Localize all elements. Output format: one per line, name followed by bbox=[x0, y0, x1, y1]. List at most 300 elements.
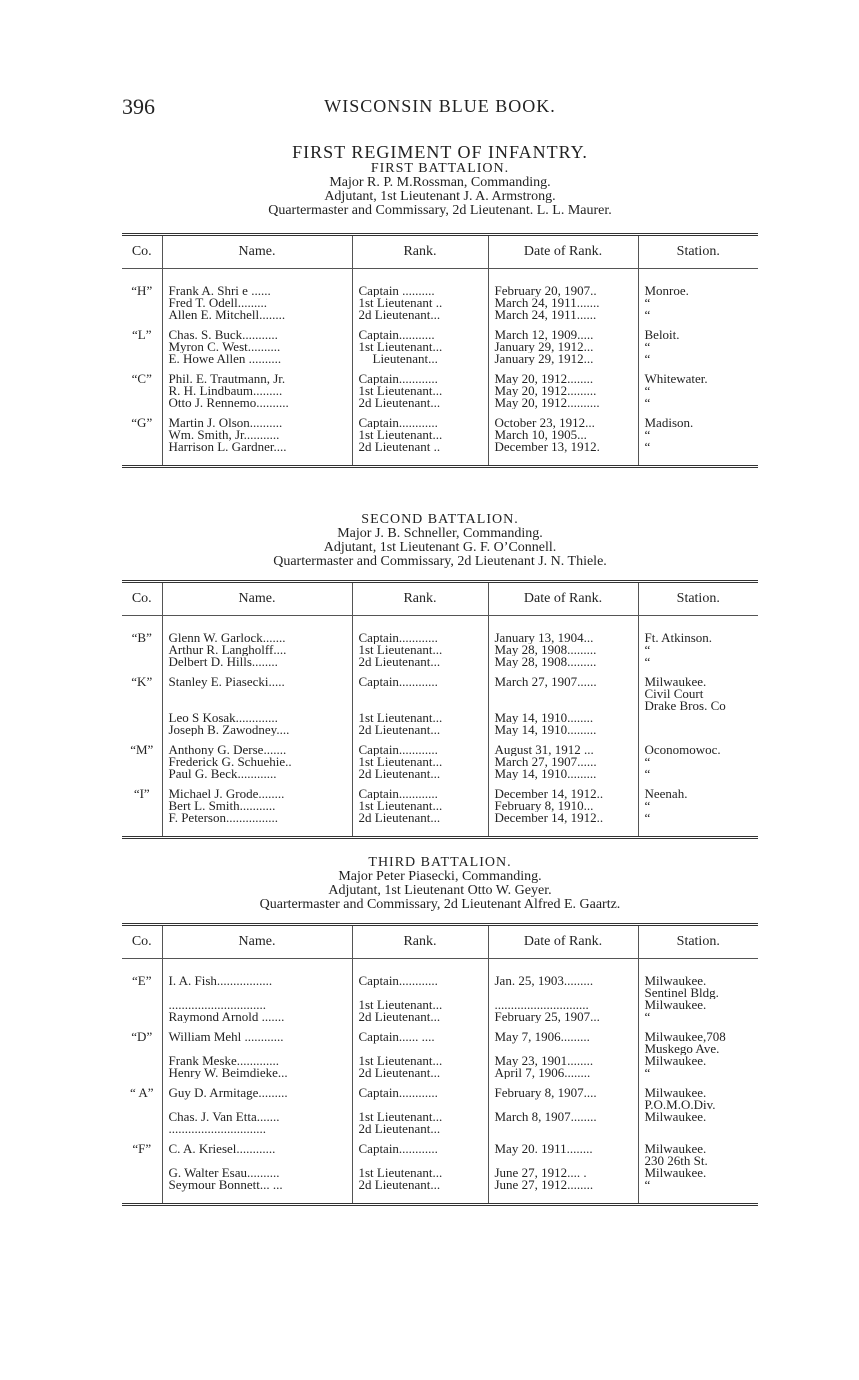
date-of-rank: ............................. bbox=[488, 999, 638, 1011]
column-header: Date of Rank. bbox=[488, 925, 638, 959]
station-name: “ bbox=[644, 297, 651, 309]
station-name: “ bbox=[644, 1067, 651, 1079]
date-of-rank: January 29, 1912... bbox=[488, 341, 638, 353]
date-of-rank bbox=[488, 1123, 638, 1135]
officer-rank: 2d Lieutenant... bbox=[352, 397, 488, 409]
table-row bbox=[122, 1111, 758, 1123]
company-letter: “H” bbox=[131, 283, 153, 297]
officer-name: Frederick G. Schuehie.. bbox=[162, 756, 352, 768]
station bbox=[638, 353, 758, 365]
station-detail: Drake Bros. Co bbox=[644, 698, 726, 712]
company-letter bbox=[122, 800, 162, 812]
officer-rank: 1st Lieutenant .. bbox=[352, 297, 488, 309]
officer-rank: Captain............ bbox=[352, 736, 488, 756]
column-header: Rank. bbox=[352, 235, 488, 269]
column-header: Name. bbox=[162, 582, 352, 616]
officer-rank: 1st Lieutenant... bbox=[352, 644, 488, 656]
table-footer-rule bbox=[122, 838, 758, 840]
table-row bbox=[122, 724, 758, 736]
table-row bbox=[122, 656, 758, 668]
officer-rank: Captain............ bbox=[352, 959, 488, 1000]
table-row bbox=[122, 1011, 758, 1023]
company-letter bbox=[122, 724, 162, 736]
date-of-rank: March 12, 1909..... bbox=[488, 321, 638, 341]
officer-name: .............................. bbox=[162, 1123, 352, 1135]
officer-name: E. Howe Allen .......... bbox=[162, 353, 352, 365]
column-header: Co. bbox=[122, 582, 162, 616]
column-header: Station. bbox=[638, 235, 758, 269]
station-name: Milwaukee. bbox=[644, 1167, 707, 1179]
table-row bbox=[122, 1067, 758, 1079]
company-letter bbox=[122, 1111, 162, 1123]
officer-rank: Captain............ bbox=[352, 616, 488, 645]
station-name: “ bbox=[644, 341, 651, 353]
officer-rank: 2d Lieutenant... bbox=[352, 1179, 488, 1205]
station bbox=[638, 409, 758, 429]
station bbox=[638, 429, 758, 441]
officer-name: Anthony G. Derse....... bbox=[162, 736, 352, 756]
station-name: “ bbox=[644, 429, 651, 441]
station bbox=[638, 644, 758, 656]
station-name: “ bbox=[644, 768, 651, 780]
page-number: 396 bbox=[122, 94, 155, 119]
officer-rank: Captain .......... bbox=[352, 269, 488, 298]
table-row bbox=[122, 365, 758, 385]
officer-rank: 2d Lieutenant .. bbox=[352, 441, 488, 467]
date-of-rank: March 8, 1907........ bbox=[488, 1111, 638, 1123]
battalion-roster-table-2 bbox=[122, 580, 758, 839]
company-letter: “B” bbox=[131, 630, 152, 644]
station-name: Oconomowoc. bbox=[644, 742, 721, 756]
officer-name: I. A. Fish................. bbox=[162, 959, 352, 1000]
officer-rank: 1st Lieutenant... bbox=[352, 1111, 488, 1123]
station-name: Milwaukee. bbox=[644, 1111, 707, 1123]
company-letter: “G” bbox=[131, 415, 153, 429]
footer-rule bbox=[122, 838, 758, 840]
battalion-title: THIRD BATTALION. bbox=[368, 855, 512, 870]
station bbox=[638, 812, 758, 838]
date-of-rank: May 20. 1911........ bbox=[488, 1135, 638, 1167]
officer-name: Paul G. Beck............ bbox=[162, 768, 352, 780]
company-letter: “K” bbox=[131, 674, 153, 689]
station bbox=[638, 800, 758, 812]
table-row bbox=[122, 712, 758, 724]
station-name: Madison. bbox=[644, 415, 694, 429]
table-row bbox=[122, 1179, 758, 1205]
battalion-heading-3 bbox=[122, 856, 758, 912]
table-row bbox=[122, 959, 758, 1000]
officer-name: Delbert D. Hills........ bbox=[162, 656, 352, 668]
date-of-rank: June 27, 1912.... . bbox=[488, 1167, 638, 1179]
date-of-rank: May 23, 1901........ bbox=[488, 1055, 638, 1067]
date-of-rank: Jan. 25, 1903......... bbox=[488, 959, 638, 1000]
company-letter: “I” bbox=[133, 786, 150, 800]
officer-name: Phil. E. Trautmann, Jr. bbox=[162, 365, 352, 385]
company-letter bbox=[122, 712, 162, 724]
company-letter: “M” bbox=[130, 742, 154, 756]
station bbox=[638, 724, 758, 736]
officer-rank: 2d Lieutenant... bbox=[352, 768, 488, 780]
station-name: “ bbox=[644, 309, 651, 321]
officer-rank: 2d Lieutenant... bbox=[352, 1011, 488, 1023]
station bbox=[638, 780, 758, 800]
officer-rank: Captain............ bbox=[352, 1135, 488, 1167]
footer-rule bbox=[122, 467, 758, 469]
officer-rank: 1st Lieutenant... bbox=[352, 756, 488, 768]
date-of-rank: March 24, 1911...... bbox=[488, 309, 638, 321]
column-header: Co. bbox=[122, 235, 162, 269]
company-letter: “E” bbox=[132, 973, 152, 988]
table-row bbox=[122, 768, 758, 780]
officer-name: Harrison L. Gardner.... bbox=[162, 441, 352, 467]
column-header: Co. bbox=[122, 925, 162, 959]
station bbox=[638, 1135, 758, 1167]
station bbox=[638, 1011, 758, 1023]
date-of-rank: October 23, 1912... bbox=[488, 409, 638, 429]
officer-rank: 1st Lieutenant... bbox=[352, 1055, 488, 1067]
station bbox=[638, 756, 758, 768]
column-header: Station. bbox=[638, 582, 758, 616]
date-of-rank: March 10, 1905... bbox=[488, 429, 638, 441]
column-header: Station. bbox=[638, 925, 758, 959]
officer-name: Michael J. Grode........ bbox=[162, 780, 352, 800]
officer-name: Leo S Kosak............. bbox=[162, 712, 352, 724]
company-letter bbox=[122, 385, 162, 397]
date-of-rank: May 14, 1910........ bbox=[488, 712, 638, 724]
table-row bbox=[122, 409, 758, 429]
company-letter: “C” bbox=[131, 371, 152, 385]
table-row bbox=[122, 1079, 758, 1111]
station-name: Milwaukee. bbox=[644, 1085, 707, 1100]
table-row bbox=[122, 269, 758, 298]
date-of-rank: May 28, 1908......... bbox=[488, 656, 638, 668]
station-name: Ft. Atkinson. bbox=[644, 630, 713, 644]
table-row bbox=[122, 1023, 758, 1055]
date-of-rank: April 7, 1906........ bbox=[488, 1067, 638, 1079]
table-row bbox=[122, 441, 758, 467]
officer-rank: Captain............ bbox=[352, 780, 488, 800]
officer-name: Allen E. Mitchell........ bbox=[162, 309, 352, 321]
station-name: “ bbox=[644, 644, 651, 656]
station-name: Milwaukee,708 bbox=[644, 1029, 726, 1044]
adjutant: Adjutant, 1st Lieutenant J. A. Armstrong. bbox=[324, 189, 556, 204]
station bbox=[638, 1123, 758, 1135]
officer-rank: 2d Lieutenant... bbox=[352, 309, 488, 321]
station-name: “ bbox=[644, 1011, 651, 1023]
column-header: Name. bbox=[162, 925, 352, 959]
station bbox=[638, 385, 758, 397]
station-detail: P.O.M.O.Div. bbox=[644, 1097, 716, 1111]
date-of-rank: February 25, 1907... bbox=[488, 1011, 638, 1023]
table-row bbox=[122, 1055, 758, 1067]
officer-name: R. H. Lindbaum......... bbox=[162, 385, 352, 397]
table-row bbox=[122, 1123, 758, 1135]
station bbox=[638, 1067, 758, 1079]
table-row bbox=[122, 321, 758, 341]
officer-rank: Captain...... .... bbox=[352, 1023, 488, 1055]
table-row bbox=[122, 397, 758, 409]
station-name: Neenah. bbox=[644, 786, 688, 800]
company-letter bbox=[122, 1123, 162, 1135]
station bbox=[638, 1023, 758, 1055]
station-name: “ bbox=[644, 800, 651, 812]
table-footer-rule bbox=[122, 1205, 758, 1207]
officer-rank: Captain........... bbox=[352, 321, 488, 341]
company-letter bbox=[122, 768, 162, 780]
officer-rank: 2d Lieutenant... bbox=[352, 812, 488, 838]
table-row bbox=[122, 341, 758, 353]
station bbox=[638, 1111, 758, 1123]
officer-rank: 2d Lieutenant... bbox=[352, 724, 488, 736]
date-of-rank: May 28, 1908......... bbox=[488, 644, 638, 656]
company-letter bbox=[122, 1011, 162, 1023]
company-letter bbox=[122, 353, 162, 365]
date-of-rank: February 8, 1910... bbox=[488, 800, 638, 812]
station-name: Milwaukee. bbox=[644, 999, 707, 1011]
station bbox=[638, 269, 758, 298]
officer-rank: Captain............ bbox=[352, 1079, 488, 1111]
officer-rank: Captain............ bbox=[352, 409, 488, 429]
table-row bbox=[122, 309, 758, 321]
table-row bbox=[122, 800, 758, 812]
quartermaster: Quartermaster and Commissary, 2d Lieutenant. L. L. Maurer. bbox=[268, 203, 612, 218]
officer-name: Myron C. West.......... bbox=[162, 341, 352, 353]
date-of-rank: January 13, 1904... bbox=[488, 616, 638, 645]
officer-name: Chas. J. Van Etta....... bbox=[162, 1111, 352, 1123]
officer-name: G. Walter Esau.......... bbox=[162, 1167, 352, 1179]
station bbox=[638, 365, 758, 385]
station-name: Milwaukee. bbox=[644, 1141, 707, 1156]
rank-text: Lieutenant... bbox=[372, 353, 438, 365]
station-name: “ bbox=[644, 1179, 651, 1192]
table-row bbox=[122, 780, 758, 800]
company-letter bbox=[122, 297, 162, 309]
officer-rank: Captain............ bbox=[352, 365, 488, 385]
officer-rank: 1st Lieutenant... bbox=[352, 385, 488, 397]
officer-rank: 1st Lieutenant... bbox=[352, 999, 488, 1011]
date-of-rank: December 14, 1912.. bbox=[488, 780, 638, 800]
table-row bbox=[122, 644, 758, 656]
company-letter bbox=[122, 644, 162, 656]
company-letter bbox=[122, 999, 162, 1011]
table-row bbox=[122, 297, 758, 309]
station bbox=[638, 1055, 758, 1067]
station-name: Milwaukee. bbox=[644, 1055, 707, 1067]
table-row bbox=[122, 1135, 758, 1167]
company-letter: “D” bbox=[131, 1029, 153, 1044]
date-of-rank: February 8, 1907.... bbox=[488, 1079, 638, 1111]
station bbox=[638, 616, 758, 645]
company-letter bbox=[122, 1179, 162, 1205]
column-header: Rank. bbox=[352, 582, 488, 616]
regiment-title: FIRST REGIMENT OF INFANTRY. bbox=[292, 142, 588, 162]
date-of-rank: March 24, 1911....... bbox=[488, 297, 638, 309]
company-letter bbox=[122, 656, 162, 668]
officer-rank: 1st Lieutenant... bbox=[352, 712, 488, 724]
date-of-rank: May 20, 1912......... bbox=[488, 385, 638, 397]
company-letter: “ A” bbox=[130, 1085, 154, 1100]
company-letter bbox=[122, 812, 162, 838]
officer-rank bbox=[352, 353, 488, 365]
date-of-rank: May 14, 1910......... bbox=[488, 768, 638, 780]
officer-name: Fred T. Odell......... bbox=[162, 297, 352, 309]
header-row bbox=[122, 235, 758, 269]
station-detail: Civil Court bbox=[644, 686, 704, 701]
column-header: Name. bbox=[162, 235, 352, 269]
station-name: Milwaukee. bbox=[644, 674, 707, 689]
station bbox=[638, 736, 758, 756]
officer-rank: 2d Lieutenant... bbox=[352, 1123, 488, 1135]
company-letter: “F” bbox=[132, 1141, 152, 1156]
company-letter bbox=[122, 1055, 162, 1067]
date-of-rank: December 14, 1912.. bbox=[488, 812, 638, 838]
date-of-rank: March 27, 1907...... bbox=[488, 756, 638, 768]
battalion-heading-1 bbox=[122, 142, 758, 218]
officer-name: C. A. Kriesel............ bbox=[162, 1135, 352, 1167]
station bbox=[638, 397, 758, 409]
date-of-rank: February 20, 1907.. bbox=[488, 269, 638, 298]
column-header: Date of Rank. bbox=[488, 582, 638, 616]
adjutant: Adjutant, 1st Lieutenant G. F. O’Connell. bbox=[323, 540, 557, 555]
station bbox=[638, 768, 758, 780]
battalion-heading-2 bbox=[122, 513, 758, 569]
date-of-rank: May 20, 1912.......... bbox=[488, 397, 638, 409]
battalion-title: FIRST BATTALION. bbox=[370, 161, 510, 176]
officer-name: Guy D. Armitage......... bbox=[162, 1079, 352, 1111]
officer-name: Raymond Arnold ....... bbox=[162, 1011, 352, 1023]
company-letter: “L” bbox=[132, 327, 152, 341]
officer-name: Stanley E. Piasecki..... bbox=[162, 668, 352, 712]
station-name: “ bbox=[644, 656, 651, 668]
station-name: “ bbox=[644, 353, 651, 365]
date-of-rank: June 27, 1912........ bbox=[488, 1179, 638, 1205]
station-detail: Sentinel Bldg. bbox=[644, 985, 719, 999]
officer-name: Wm. Smith, Jr........... bbox=[162, 429, 352, 441]
station-name: Beloit. bbox=[644, 327, 680, 341]
date-of-rank: May 7, 1906......... bbox=[488, 1023, 638, 1055]
column-header: Date of Rank. bbox=[488, 235, 638, 269]
table-row bbox=[122, 736, 758, 756]
date-of-rank: May 20, 1912........ bbox=[488, 365, 638, 385]
station bbox=[638, 656, 758, 668]
table-row bbox=[122, 1167, 758, 1179]
officer-name: Otto J. Rennemo.......... bbox=[162, 397, 352, 409]
company-letter bbox=[122, 309, 162, 321]
date-of-rank: May 14, 1910......... bbox=[488, 724, 638, 736]
station bbox=[638, 1079, 758, 1111]
officer-rank: 1st Lieutenant... bbox=[352, 1167, 488, 1179]
station bbox=[638, 1167, 758, 1179]
station bbox=[638, 1179, 758, 1205]
company-letter bbox=[122, 341, 162, 353]
station bbox=[638, 668, 758, 712]
table-row bbox=[122, 668, 758, 712]
date-of-rank: January 29, 1912... bbox=[488, 353, 638, 365]
footer-rule bbox=[122, 1205, 758, 1207]
company-letter bbox=[122, 441, 162, 467]
officer-rank: 1st Lieutenant... bbox=[352, 800, 488, 812]
station bbox=[638, 999, 758, 1011]
table-footer-rule bbox=[122, 467, 758, 469]
quartermaster: Quartermaster and Commissary, 2d Lieutenant Alfred E. Gaartz. bbox=[259, 897, 621, 912]
officer-name: Henry W. Beimdieke... bbox=[162, 1067, 352, 1079]
table-row bbox=[122, 812, 758, 838]
officer-name: .............................. bbox=[162, 999, 352, 1011]
table-row bbox=[122, 999, 758, 1011]
table-row bbox=[122, 385, 758, 397]
officer-rank: 2d Lieutenant... bbox=[352, 656, 488, 668]
station-name: “ bbox=[644, 441, 651, 454]
battalion-roster-table-1 bbox=[122, 233, 758, 468]
column-header: Rank. bbox=[352, 925, 488, 959]
station-name: Milwaukee. bbox=[644, 973, 707, 988]
station-name: Whitewater. bbox=[644, 371, 708, 385]
table-row bbox=[122, 616, 758, 645]
table-row bbox=[122, 429, 758, 441]
adjutant: Adjutant, 1st Lieutenant Otto W. Geyer. bbox=[328, 883, 552, 898]
station-name: “ bbox=[644, 397, 651, 409]
officer-name: Arthur R. Langholff.... bbox=[162, 644, 352, 656]
commanding-officer: Major R. P. M.Rossman, Commanding. bbox=[329, 175, 551, 190]
table-row bbox=[122, 756, 758, 768]
station bbox=[638, 321, 758, 341]
station bbox=[638, 712, 758, 724]
officer-rank: 2d Lieutenant... bbox=[352, 1067, 488, 1079]
station bbox=[638, 959, 758, 1000]
station bbox=[638, 309, 758, 321]
station bbox=[638, 297, 758, 309]
header-row bbox=[122, 582, 758, 616]
officer-rank: 1st Lieutenant... bbox=[352, 429, 488, 441]
commanding-officer: Major J. B. Schneller, Commanding. bbox=[337, 526, 543, 541]
officer-name: William Mehl ............ bbox=[162, 1023, 352, 1055]
station-detail: Muskego Ave. bbox=[644, 1041, 720, 1055]
company-letter bbox=[122, 1167, 162, 1179]
station-name: Monroe. bbox=[644, 283, 689, 297]
officer-name: F. Peterson................ bbox=[162, 812, 352, 838]
officer-name: Frank A. Shri e ...... bbox=[162, 269, 352, 298]
officer-name: Martin J. Olson.......... bbox=[162, 409, 352, 429]
date-of-rank: December 13, 1912. bbox=[488, 441, 638, 467]
officer-name: Chas. S. Buck........... bbox=[162, 321, 352, 341]
date-of-rank: March 27, 1907...... bbox=[488, 668, 638, 712]
station-name: “ bbox=[644, 385, 651, 397]
running-title: WISCONSIN BLUE BOOK. bbox=[324, 96, 556, 116]
quartermaster: Quartermaster and Commissary, 2d Lieutenant J. N. Thiele. bbox=[273, 554, 607, 569]
officer-name: Glenn W. Garlock....... bbox=[162, 616, 352, 645]
officer-rank: 1st Lieutenant... bbox=[352, 341, 488, 353]
station bbox=[638, 341, 758, 353]
company-letter bbox=[122, 397, 162, 409]
officer-rank: Captain............ bbox=[352, 668, 488, 712]
officer-name: Frank Meske............. bbox=[162, 1055, 352, 1067]
company-letter bbox=[122, 1067, 162, 1079]
company-letter bbox=[122, 429, 162, 441]
page-header bbox=[122, 94, 758, 124]
officer-name: Joseph B. Zawodney.... bbox=[162, 724, 352, 736]
station-name: “ bbox=[644, 756, 651, 768]
table-row bbox=[122, 353, 758, 365]
officer-name: Bert L. Smith........... bbox=[162, 800, 352, 812]
battalion-roster-table-3 bbox=[122, 923, 758, 1206]
officer-name: Seymour Bonnett... ... bbox=[162, 1179, 352, 1205]
battalion-title: SECOND BATTALION. bbox=[361, 512, 519, 527]
station-name: “ bbox=[644, 812, 651, 825]
header-row bbox=[122, 925, 758, 959]
company-letter bbox=[122, 756, 162, 768]
commanding-officer: Major Peter Piasecki, Commanding. bbox=[338, 869, 542, 884]
station bbox=[638, 441, 758, 467]
